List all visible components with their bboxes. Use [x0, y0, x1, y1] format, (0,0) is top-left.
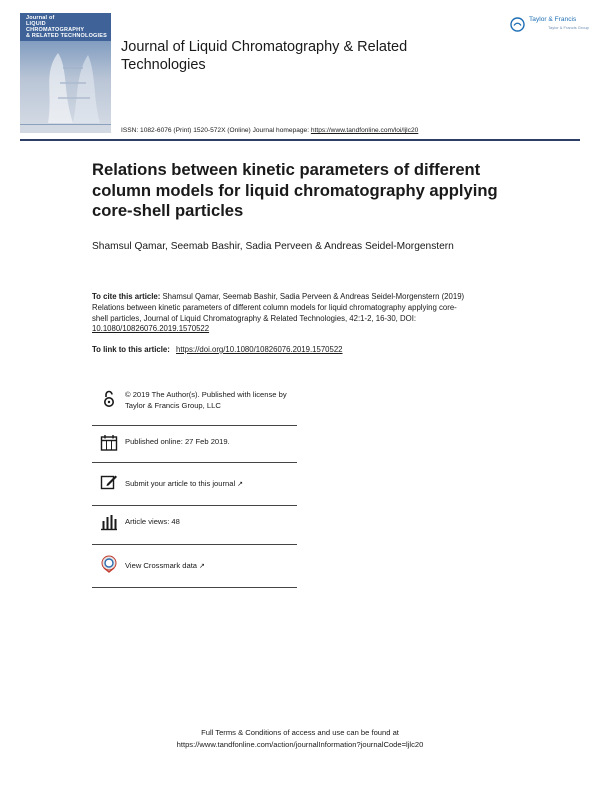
open-access-lock-icon [100, 390, 118, 408]
citation-block [92, 292, 472, 335]
citation-text: Shamsul Qamar, Seemab Bashir, Sadia Perveen & Andreas Seidel-Morgenstern (2019) Relations between kinetic parameters of different column models for liquid chromatography applying core-shell particles, Journal of Liquid Chromatography & Related Technologies, 42:1-2, 16-30, DOI: [92, 292, 465, 323]
submit-article-row[interactable] [92, 473, 297, 501]
article-doi-url[interactable]: https://doi.org/10.1080/10826076.2019.1570522 [176, 345, 343, 354]
publisher-logo[interactable] [510, 14, 589, 36]
crossmark-row[interactable] [92, 555, 297, 583]
cover-artwork [38, 43, 108, 123]
license-text: © 2019 The Author(s). Published with license by Taylor & Francis Group, LLC [125, 390, 287, 410]
article-views-row [92, 513, 297, 541]
journal-title[interactable]: Journal of Liquid Chromatography & Related Technologies [121, 39, 408, 73]
crossmark-icon [100, 555, 118, 573]
edit-icon [100, 473, 118, 491]
journal-homepage-link[interactable]: https://www.tandfonline.com/loi/ljlc20 [310, 127, 419, 134]
crossmark-link[interactable] [125, 561, 295, 573]
cover-title: Journal of LIQUID CHROMATOGRAPHY & RELATED TECHNOLOGIES [26, 15, 107, 39]
submit-article-label: Submit your article to this journal [125, 479, 236, 488]
license-row [92, 390, 297, 418]
citation-label: To cite this article: [92, 292, 161, 301]
issn-text: ISSN: 1082-6076 (Print) 1520-572X (Online) Journal homepage: [121, 127, 310, 134]
external-link-icon: ↗ [199, 563, 205, 570]
info-divider [92, 425, 297, 426]
article-title: Relations between kinetic parameters of different column models for liquid chromatography applying core-shell particles [92, 160, 498, 220]
publisher-logo-name: Taylor & Francis [529, 16, 577, 23]
article-authors: Shamsul Qamar, Seemab Bashir, Sadia Perveen & Andreas Seidel-Morgenstern [92, 241, 454, 252]
journal-cover-image [20, 13, 111, 133]
published-date-text: Published online: 27 Feb 2019. [125, 437, 230, 446]
crossmark-label: View Crossmark data [125, 561, 198, 570]
footer [0, 727, 600, 750]
bar-chart-icon [100, 513, 118, 531]
info-divider [92, 587, 297, 588]
issn-line [121, 127, 418, 134]
footer-terms-link[interactable]: https://www.tandfonline.com/action/journalInformation?journalCode=ljlc20 [176, 739, 424, 749]
external-link-icon: ↗ [237, 481, 244, 488]
citation-doi-link[interactable]: 10.1080/10826076.2019.1570522 [92, 324, 210, 334]
article-link-label: To link to this article: [92, 345, 170, 354]
article-link-line [92, 345, 492, 354]
submit-article-link[interactable] [125, 479, 295, 491]
publisher-logo-tagline: Taylor & Francis Group [548, 25, 589, 30]
info-divider [92, 505, 297, 506]
info-divider [92, 462, 297, 463]
footer-terms-text: Full Terms & Conditions of access and use can be found at [201, 728, 399, 737]
calendar-icon [100, 434, 118, 452]
published-row [92, 434, 297, 462]
publisher-logo-icon [510, 17, 525, 32]
header-divider [20, 139, 580, 141]
info-divider [92, 544, 297, 545]
article-views-text: Article views: 48 [125, 517, 180, 526]
